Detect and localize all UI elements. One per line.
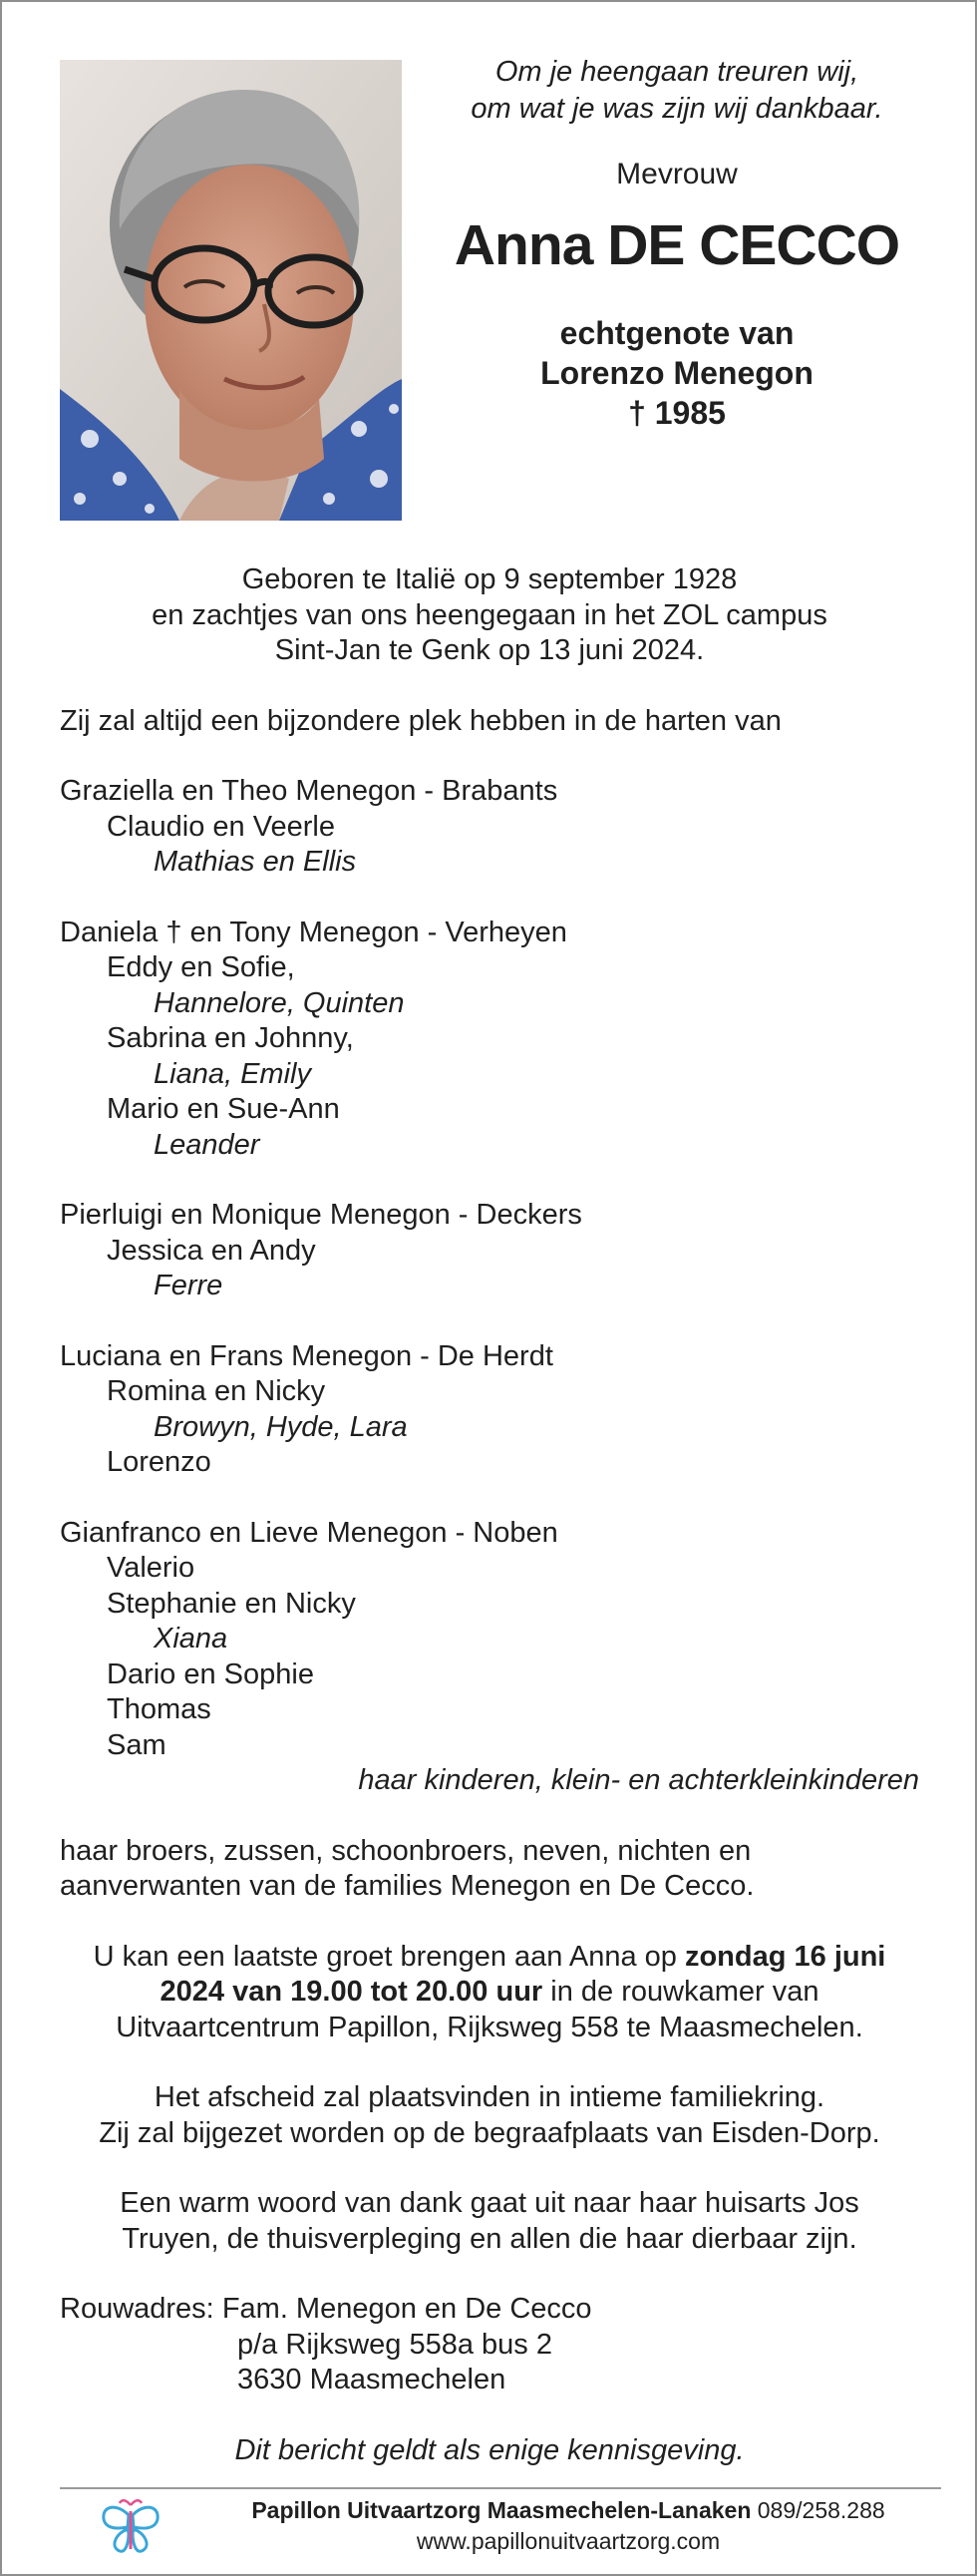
family-group [60,1339,919,1481]
farewell-line-1: Het afscheid zal plaatsvinden in intieme familiekring. [154,2081,825,2113]
family-head: Pierluigi en Monique Menegon - Deckers [60,1199,582,1231]
relations-line: haar kinderen, klein- en achterkleinkinderen [358,1764,919,1796]
deceased-name: Anna DE CECCO [454,213,900,277]
visitation-block [60,1940,919,2046]
address-city: 3630 Maasmechelen [237,2364,506,2395]
address-street: p/a Rijksweg 558a bus 2 [237,2328,552,2361]
notice-statement: Dit bericht geldt als enige kennisgeving. [234,2433,745,2466]
company-phone: 089/258.288 [757,2497,885,2523]
child-line: Sabrina en Johnny, [107,1022,354,1054]
family-head: Luciana en Frans Menegon - De Herdt [60,1339,553,1372]
grandchildren-line: Leander [154,1128,260,1161]
footer [90,2495,941,2565]
relatives-line-1: haar broers, zussen, schoonbroers, neven, nichten en [60,1834,752,1867]
notice-body [60,562,919,2468]
child-line: Stephanie en Nicky [107,1587,356,1620]
family-head: Daniela † en Tony Menegon - Verheyen [60,916,567,948]
verse-line-1: Om je heengaan treuren wij, [494,56,859,88]
grandchildren-line: Browyn, Hyde, Lara [154,1410,408,1443]
child-line: Romina en Nicky [107,1375,326,1407]
grandchildren-line: Ferre [154,1270,223,1301]
portrait-photo [60,60,402,521]
thanks-line-1: Een warm woord van dank gaat uit naar haar huisarts Jos [120,2187,859,2219]
child-line: Dario en Sophie [107,1657,314,1690]
family-head: Gianfranco en Lieve Menegon - Noben [60,1516,558,1549]
child-line: Mario en Sue-Ann [107,1093,340,1125]
company-name: Papillon Uitvaartzorg Maasmechelen-Lanaken [251,2497,752,2523]
honorific: Mevrouw [616,158,738,190]
visitation-place-intro: in de rouwkamer van [550,1976,819,2008]
birth-line-1: Geboren te Italië op 9 september 1928 [241,563,738,595]
child-line: Lorenzo [107,1446,211,1478]
visitation-line-1 [60,1940,919,1976]
birth-block [60,562,919,669]
company-website[interactable]: www.papillonuitvaartzorg.com [416,2528,721,2554]
birth-line-3: Sint-Jan te Genk op 13 juni 2024. [274,634,705,666]
farewell-block [60,2080,919,2151]
grandchildren-line: Hannelore, Quinten [154,986,405,1019]
visitation-date: zondag 16 juni [684,1940,886,1973]
family-group [60,916,919,1164]
thanks-line-2: Truyen, de thuisverpleging en allen die haar dierbaar zijn. [122,2222,857,2255]
spouse-line-3: † 1985 [628,395,726,431]
family-group [60,774,919,881]
birth-line-2: en zachtjes van ons heengegaan in het ZOL campus [152,598,827,631]
footer-line-1 [189,2495,947,2526]
farewell-line-2: Zij zal bijgezet worden op de begraafplaats van Eisden-Dorp. [99,2116,880,2149]
child-line: Sam [107,1728,166,1761]
spouse-line-2: Lorenzo Menegon [540,355,814,391]
relatives-line-2: aanverwanten van de families Menegon en De Cecco. [60,1870,755,1902]
address-block [60,2292,919,2398]
heart-line: Zij zal altijd een bijzondere plek hebben in de harten van [60,704,782,737]
portrait-illustration [60,60,402,521]
family-head: Graziella en Theo Menegon - Brabants [60,775,558,807]
address-line-1 [60,2292,919,2328]
butterfly-logo-icon [98,2497,163,2557]
footer-text [189,2495,947,2557]
child-line: Claudio en Veerle [107,810,335,843]
grandchildren-line: Liana, Emily [154,1057,311,1090]
visitation-line-2 [60,1975,919,2011]
grandchildren-line: Mathias en Ellis [154,846,357,878]
visitation-intro: U kan een laatste groet brengen aan Anna op [93,1940,677,1973]
spouse-line-1: echtgenote van [559,315,795,351]
visitation-line-3: Uitvaartcentrum Papillon, Rijksweg 558 te Maasmechelen. [116,2011,863,2043]
notice-header [431,54,923,433]
spouse-block [431,313,923,433]
child-line: Jessica en Andy [107,1234,316,1267]
visitation-time: 2024 van 19.00 tot 20.00 uur [160,1976,543,2008]
child-line: Eddy en Sofie, [107,951,295,983]
footer-divider [60,2487,941,2489]
grandchildren-line: Xiana [154,1623,228,1655]
thanks-block [60,2186,919,2257]
address-label: Rouwadres: [60,2293,214,2325]
family-group [60,1198,919,1304]
child-line: Thomas [107,1693,211,1725]
family-group [60,1516,919,1764]
verse-line-2: om wat je was zijn wij dankbaar. [471,93,883,125]
child-line: Valerio [107,1552,195,1584]
address-recipient: Fam. Menegon en De Cecco [221,2293,592,2325]
